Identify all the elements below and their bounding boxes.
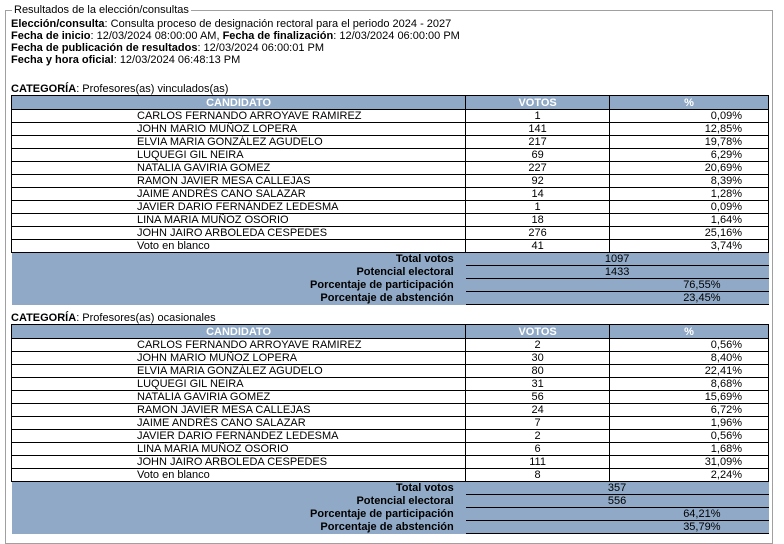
totals-label-abstencion: Porcentaje de abstención (12, 292, 466, 305)
candidate-percent: 22,41% (610, 365, 769, 378)
candidate-votes: 276 (466, 227, 610, 240)
table-row (12, 430, 769, 443)
candidate-name: LUQUEGI GIL NEIRA (12, 149, 466, 162)
results-table-1 (11, 95, 769, 305)
candidate-percent: 0,09% (610, 110, 769, 123)
candidate-name: JOHN MARIO MUÑOZ LOPERA (12, 123, 466, 136)
totals-row-abstencion (12, 521, 769, 534)
category-title-2: CATEGORÍA: Profesores(as) ocasionales (11, 312, 216, 324)
candidate-percent: 2,24% (610, 469, 769, 482)
election-line (11, 18, 460, 30)
totals-value-total: 357 (466, 482, 769, 495)
candidate-name: ELVIA MARIA GONZÁLEZ AGUDELO (12, 365, 466, 378)
candidate-name: NATALIA GAVIRIA GOMEZ (12, 162, 466, 175)
table-row (12, 469, 769, 482)
candidate-percent: 8,39% (610, 175, 769, 188)
totals-value-total: 1097 (466, 253, 769, 266)
candidate-votes: 24 (466, 404, 610, 417)
candidate-name: JOHN MARIO MUÑOZ LOPERA (12, 352, 466, 365)
candidate-votes: 1 (466, 110, 610, 123)
table-row (12, 123, 769, 136)
totals-row-participacion (12, 279, 769, 292)
publication-value: : 12/03/2024 06:00:01 PM (197, 42, 325, 54)
table-row (12, 417, 769, 430)
results-legend: Resultados de la elección/consultas (14, 4, 189, 16)
official-time-line (11, 54, 460, 66)
totals-value-abstencion: 23,45% (466, 292, 769, 305)
table-row (12, 339, 769, 352)
publication-label: Fecha de publicación de resultados (11, 42, 198, 54)
totals-label-abstencion: Porcentaje de abstención (12, 521, 466, 534)
totals-label-participacion: Porcentaje de participación (12, 279, 466, 292)
candidate-percent: 25,16% (610, 227, 769, 240)
category-title-1: CATEGORÍA: Profesores(as) vinculados(as) (11, 83, 229, 95)
candidate-percent: 8,68% (610, 378, 769, 391)
candidate-name: CARLOS FERNANDO ARROYAVE RAMIREZ (12, 110, 466, 123)
totals-value-abstencion: 35,79% (466, 521, 769, 534)
candidate-votes: 141 (466, 123, 610, 136)
candidate-name: JAVIER DARIO FERNÁNDEZ LEDESMA (12, 201, 466, 214)
totals-label-total: Total votos (12, 253, 466, 266)
table-row (12, 365, 769, 378)
table-row (12, 136, 769, 149)
candidate-percent: 1,28% (610, 188, 769, 201)
table-header-row (12, 325, 769, 339)
totals-value-participacion: 64,21% (466, 508, 769, 521)
candidate-votes: 2 (466, 430, 610, 443)
header-percent: % (610, 96, 769, 110)
election-label: Elección/consulta (11, 18, 105, 30)
candidate-name: JAVIER DARIO FERNÁNDEZ LEDESMA (12, 430, 466, 443)
candidate-percent: 20,69% (610, 162, 769, 175)
candidate-percent: 6,72% (610, 404, 769, 417)
candidate-percent: 31,09% (610, 456, 769, 469)
candidate-percent: 0,09% (610, 201, 769, 214)
candidate-percent: 15,69% (610, 391, 769, 404)
table-row (12, 188, 769, 201)
candidate-votes: 217 (466, 136, 610, 149)
totals-label-potencial: Potencial electoral (12, 495, 466, 508)
totals-value-potencial: 556 (466, 495, 769, 508)
candidate-percent: 6,29% (610, 149, 769, 162)
candidate-name: RAMON JAVIER MESA CALLEJAS (12, 404, 466, 417)
totals-label-participacion: Porcentaje de participación (12, 508, 466, 521)
table-row (12, 443, 769, 456)
table-row (12, 214, 769, 227)
candidate-votes: 69 (466, 149, 610, 162)
end-value: : 12/03/2024 06:00:00 PM (333, 30, 460, 42)
start-label: Fecha de inicio (11, 30, 91, 42)
candidate-percent: 3,74% (610, 240, 769, 253)
candidate-name: LINA MARIA MUÑOZ OSORIO (12, 214, 466, 227)
table-row (12, 162, 769, 175)
candidate-votes: 56 (466, 391, 610, 404)
candidate-percent: 0,56% (610, 339, 769, 352)
candidate-votes: 14 (466, 188, 610, 201)
results-table-2 (11, 324, 769, 534)
candidate-name: CARLOS FERNANDO ARROYAVE RAMIREZ (12, 339, 466, 352)
table-row (12, 352, 769, 365)
totals-value-potencial: 1433 (466, 266, 769, 279)
official-time-value: : 12/03/2024 06:48:13 PM (113, 54, 241, 66)
totals-label-total: Total votos (12, 482, 466, 495)
table-row (12, 378, 769, 391)
candidate-votes: 31 (466, 378, 610, 391)
candidate-votes: 1 (466, 201, 610, 214)
candidate-percent: 1,96% (610, 417, 769, 430)
header-candidato: CANDIDATO (12, 325, 466, 339)
totals-row-participacion (12, 508, 769, 521)
candidate-name: Voto en blanco (12, 469, 466, 482)
end-label: Fecha de finalización (222, 30, 334, 42)
candidate-name: JOHN JAIRO ARBOLEDA CESPEDES (12, 456, 466, 469)
official-time-label: Fecha y hora oficial (11, 54, 114, 66)
candidate-name: LUQUEGI GIL NEIRA (12, 378, 466, 391)
election-value: : Consulta proceso de designación rectoral para el periodo 2024 - 2027 (104, 18, 452, 30)
dates-line (11, 30, 460, 42)
candidate-votes: 2 (466, 339, 610, 352)
table-row (12, 227, 769, 240)
table-row (12, 240, 769, 253)
table-header-row (12, 96, 769, 110)
publication-line (11, 42, 460, 54)
header-percent: % (610, 325, 769, 339)
candidate-votes: 8 (466, 469, 610, 482)
header-votos: VOTOS (466, 325, 610, 339)
table-row (12, 456, 769, 469)
table-row (12, 404, 769, 417)
totals-label-potencial: Potencial electoral (12, 266, 466, 279)
candidate-name: NATALIA GAVIRIA GOMEZ (12, 391, 466, 404)
table-row (12, 110, 769, 123)
candidate-percent: 0,56% (610, 430, 769, 443)
totals-row-potencial (12, 266, 769, 279)
header-candidato: CANDIDATO (12, 96, 466, 110)
candidate-votes: 7 (466, 417, 610, 430)
candidate-percent: 1,64% (610, 214, 769, 227)
candidate-votes: 41 (466, 240, 610, 253)
totals-row-total (12, 482, 769, 495)
candidate-votes: 6 (466, 443, 610, 456)
totals-value-participacion: 76,55% (466, 279, 769, 292)
candidate-percent: 19,78% (610, 136, 769, 149)
candidate-votes: 227 (466, 162, 610, 175)
table-row (12, 149, 769, 162)
candidate-percent: 12,85% (610, 123, 769, 136)
table-row (12, 391, 769, 404)
candidate-name: Voto en blanco (12, 240, 466, 253)
election-info (11, 18, 460, 66)
totals-row-total (12, 253, 769, 266)
candidate-votes: 30 (466, 352, 610, 365)
candidate-votes: 18 (466, 214, 610, 227)
candidate-name: LINA MARIA MUÑOZ OSORIO (12, 443, 466, 456)
candidate-percent: 8,40% (610, 352, 769, 365)
candidate-name: JAIME ANDRÉS CANO SALAZAR (12, 417, 466, 430)
start-value: : 12/03/2024 08:00:00 AM, (90, 30, 223, 42)
candidate-name: RAMON JAVIER MESA CALLEJAS (12, 175, 466, 188)
candidate-votes: 92 (466, 175, 610, 188)
candidate-name: ELVIA MARIA GONZÁLEZ AGUDELO (12, 136, 466, 149)
header-votos: VOTOS (466, 96, 610, 110)
candidate-percent: 1,68% (610, 443, 769, 456)
totals-row-potencial (12, 495, 769, 508)
candidate-name: JOHN JAIRO ARBOLEDA CESPEDES (12, 227, 466, 240)
candidate-votes: 111 (466, 456, 610, 469)
table-row (12, 175, 769, 188)
candidate-name: JAIME ANDRÉS CANO SALAZAR (12, 188, 466, 201)
table-row (12, 201, 769, 214)
totals-row-abstencion (12, 292, 769, 305)
candidate-votes: 80 (466, 365, 610, 378)
